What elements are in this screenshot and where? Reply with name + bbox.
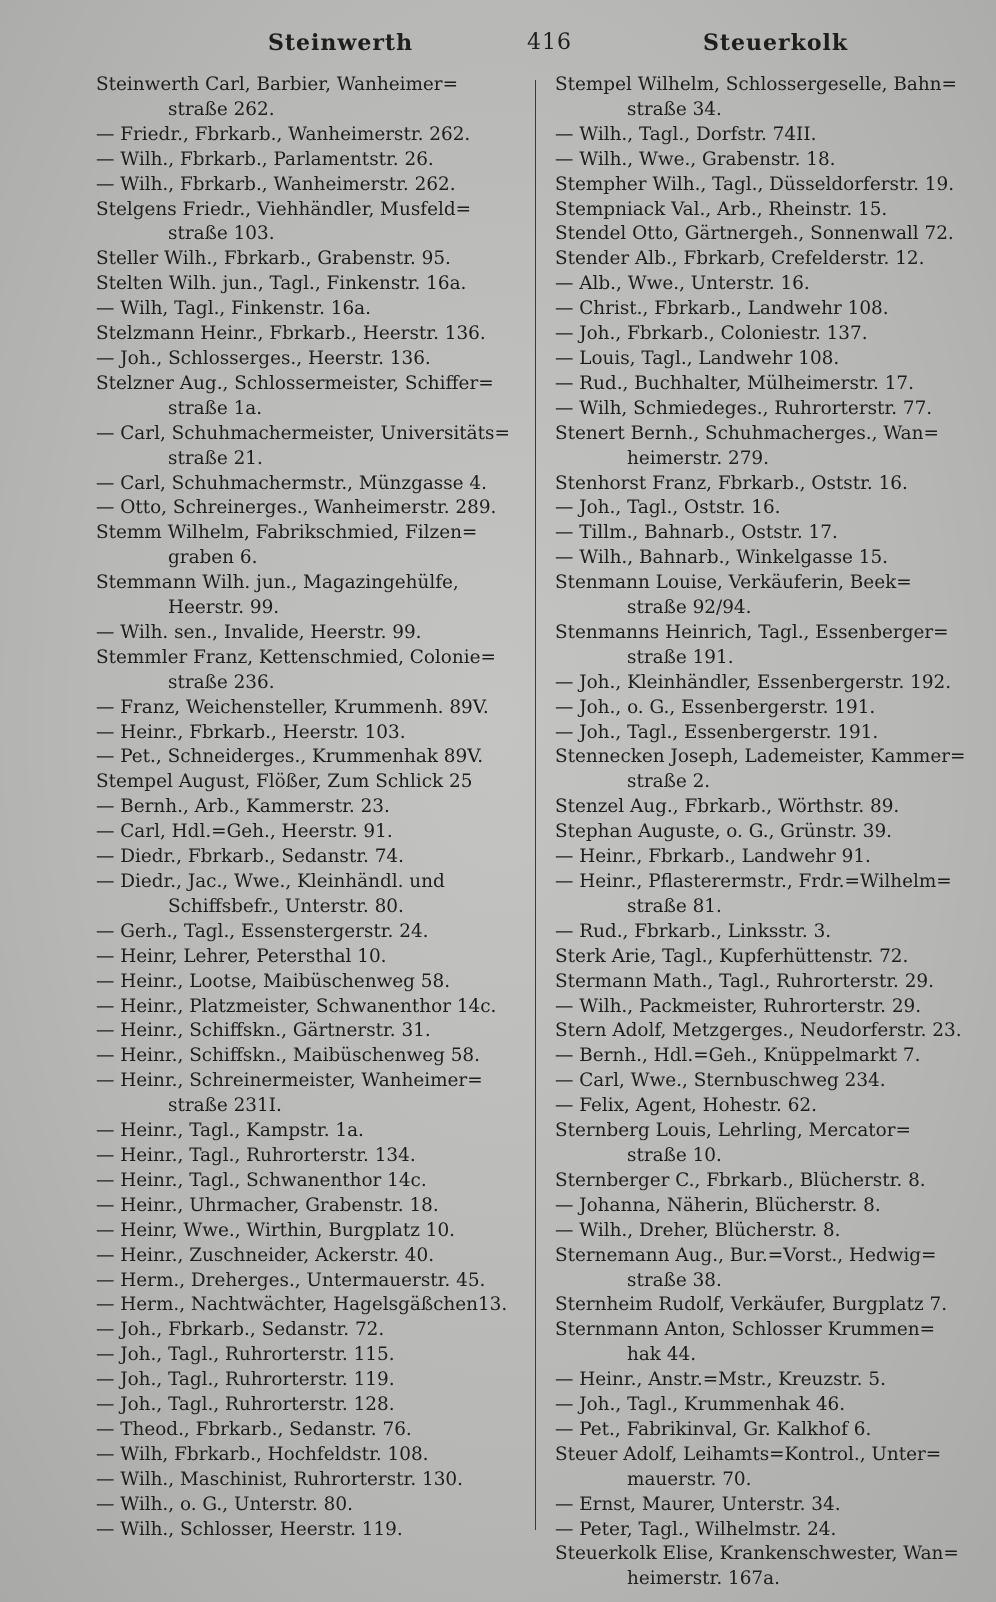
directory-entry-line: — Alb., Wwe., Unterstr. 16. — [555, 273, 810, 295]
directory-entry-line: — Heinr., Uhrmacher, Grabenstr. 18. — [96, 1194, 439, 1216]
directory-entry-line: — Wilh, Schmiedeges., Ruhrorterstr. 77. — [555, 397, 933, 419]
entry-continuation-line: straße 10. — [627, 1144, 722, 1166]
directory-entry-line: — Joh., Tagl., Essenbergerstr. 191. — [555, 721, 879, 743]
directory-entry-line: — Heinr., Platzmeister, Schwanenthor 14c. — [96, 995, 497, 1017]
directory-entry-line: — Heinr., Schiffskn., Maibüschenweg 58. — [96, 1045, 480, 1067]
directory-entry-line: Stenmann Louise, Verkäuferin, Beek= — [555, 572, 912, 594]
directory-entry-line: — Pet., Fabrikinval, Gr. Kalkhof 6. — [555, 1418, 872, 1440]
directory-entry-line: — Joh., Fbrkarb., Coloniestr. 137. — [555, 323, 868, 345]
directory-entry-line: — Wilh., Tagl., Dorfstr. 74II. — [555, 123, 817, 145]
directory-entry-line: Stermann Math., Tagl., Ruhrorterstr. 29. — [555, 970, 934, 992]
directory-entry-line: — Rud., Fbrkarb., Linksstr. 3. — [555, 920, 832, 942]
entry-continuation-line: Heerstr. 99. — [168, 597, 280, 619]
directory-entry-line: Stennecken Joseph, Lademeister, Kammer= — [555, 746, 966, 768]
directory-entry-line: Stemm Wilhelm, Fabrikschmied, Filzen= — [96, 522, 478, 544]
entry-continuation-line: mauerstr. 70. — [627, 1468, 752, 1490]
directory-entry-line: — Wilh., Dreher, Blücherstr. 8. — [555, 1219, 841, 1241]
directory-entry-line: Sternemann Aug., Bur.=Vorst., Hedwig= — [555, 1244, 937, 1266]
directory-entry-line: Stempniack Val., Arb., Rheinstr. 15. — [555, 198, 888, 220]
directory-entry-line: — Carl, Wwe., Sternbuschweg 234. — [555, 1070, 886, 1092]
directory-entry-line: — Felix, Agent, Hohestr. 62. — [555, 1095, 817, 1117]
right-column — [555, 73, 985, 1592]
entry-continuation-line: straße 1a. — [168, 397, 263, 419]
directory-entry-line: Stelten Wilh. jun., Tagl., Finkenstr. 16a. — [96, 273, 467, 295]
directory-entry-line: — Heinr., Schreinermeister, Wanheimer= — [96, 1070, 483, 1092]
directory-entry-line: Steuerkolk Elise, Krankenschwester, Wan= — [555, 1543, 959, 1565]
directory-entry-line: — Wilh, Fbrkarb., Hochfeldstr. 108. — [96, 1443, 429, 1465]
directory-entry-line: — Wilh., o. G., Unterstr. 80. — [96, 1493, 353, 1515]
directory-entry-line: — Heinr., Fbrkarb., Heerstr. 103. — [96, 721, 406, 743]
page-number: 416 — [527, 30, 572, 55]
directory-entry-line: Stenmanns Heinrich, Tagl., Essenberger= — [555, 621, 949, 643]
directory-entry-line: — Heinr, Wwe., Wirthin, Burgplatz 10. — [96, 1219, 456, 1241]
directory-entry-line: — Wilh., Wwe., Grabenstr. 18. — [555, 148, 836, 170]
directory-entry-line: Stern Adolf, Metzgerges., Neudorferstr. 23. — [555, 1020, 962, 1042]
directory-entry-line: — Wilh., Fbrkarb., Parlamentstr. 26. — [96, 148, 434, 170]
directory-entry-line: — Joh., Schlosserges., Heerstr. 136. — [96, 347, 431, 369]
directory-entry-line: — Carl, Hdl.=Geh., Heerstr. 91. — [96, 821, 393, 843]
directory-entry-line: Sternberg Louis, Lehrling, Mercator= — [555, 1120, 911, 1142]
directory-entry-line: — Carl, Schuhmachermeister, Universitäts= — [96, 422, 510, 444]
directory-entry-line: — Joh., Tagl., Ruhrorterstr. 128. — [96, 1394, 395, 1416]
directory-entry-line: Stephan Auguste, o. G., Grünstr. 39. — [555, 821, 893, 843]
directory-entry-line: — Wilh., Schlosser, Heerstr. 119. — [96, 1518, 403, 1540]
directory-entry-line: — Friedr., Fbrkarb., Wanheimerstr. 262. — [96, 123, 471, 145]
directory-entry-line: — Wilh., Bahnarb., Winkelgasse 15. — [555, 547, 888, 569]
directory-entry-line: — Tillm., Bahnarb., Oststr. 17. — [555, 522, 838, 544]
directory-entry-line: Stendel Otto, Gärtnergeh., Sonnenwall 72. — [555, 223, 954, 245]
directory-entry-line: — Heinr., Lootse, Maibüschenweg 58. — [96, 970, 451, 992]
directory-entry-line: — Wilh., Packmeister, Ruhrorterstr. 29. — [555, 995, 922, 1017]
directory-entry-line: — Joh., Tagl., Oststr. 16. — [555, 497, 781, 519]
directory-entry-line: — Joh., Tagl., Ruhrorterstr. 115. — [96, 1344, 395, 1366]
running-header — [0, 30, 996, 70]
entry-continuation-line: straße 2. — [627, 771, 711, 793]
directory-entry-line: — Joh., Fbrkarb., Sedanstr. 72. — [96, 1319, 385, 1341]
directory-entry-line: — Heinr., Tagl., Ruhrorterstr. 134. — [96, 1144, 416, 1166]
directory-entry-line: — Bernh., Hdl.=Geh., Knüppelmarkt 7. — [555, 1045, 921, 1067]
directory-entry-line: — Wilh. sen., Invalide, Heerstr. 99. — [96, 621, 422, 643]
entry-continuation-line: straße 81. — [627, 895, 722, 917]
directory-entry-line: — Heinr., Schiffskn., Gärtnerstr. 31. — [96, 1020, 431, 1042]
directory-entry-line: Sternberger C., Fbrkarb., Blücherstr. 8. — [555, 1169, 926, 1191]
entry-continuation-line: straße 236. — [168, 671, 275, 693]
entry-continuation-line: straße 92/94. — [627, 597, 752, 619]
directory-entry-line: Stempel August, Flößer, Zum Schlick 25 — [96, 771, 473, 793]
entry-continuation-line: straße 103. — [168, 223, 275, 245]
directory-entry-line: — Herm., Nachtwächter, Hagelsgäßchen13. — [96, 1294, 508, 1316]
directory-entry-line: — Louis, Tagl., Landwehr 108. — [555, 347, 840, 369]
directory-entry-line: Stelzmann Heinr., Fbrkarb., Heerstr. 136. — [96, 323, 486, 345]
directory-entry-line: Stemmler Franz, Kettenschmied, Colonie= — [96, 646, 496, 668]
directory-entry-line: — Wilh., Fbrkarb., Wanheimerstr. 262. — [96, 173, 456, 195]
directory-entry-line: — Wilh, Tagl., Finkenstr. 16a. — [96, 298, 371, 320]
directory-entry-line: — Johanna, Näherin, Blücherstr. 8. — [555, 1194, 881, 1216]
directory-entry-line: — Heinr., Zuschneider, Ackerstr. 40. — [96, 1244, 435, 1266]
entry-continuation-line: straße 231I. — [168, 1095, 282, 1117]
directory-entry-line: — Bernh., Arb., Kammerstr. 23. — [96, 796, 390, 818]
directory-entry-line: Steller Wilh., Fbrkarb., Grabenstr. 95. — [96, 248, 451, 270]
directory-entry-line: — Joh., Tagl., Krummenhak 46. — [555, 1394, 846, 1416]
directory-entry-line: Stenert Bernh., Schuhmacherges., Wan= — [555, 422, 939, 444]
directory-entry-line: — Diedr., Fbrkarb., Sedanstr. 74. — [96, 846, 404, 868]
directory-entry-line: Stemmann Wilh. jun., Magazingehülfe, — [96, 572, 459, 594]
directory-entry-line: — Pet., Schneiderges., Krummenhak 89V. — [96, 746, 484, 768]
entry-continuation-line: straße 191. — [627, 646, 734, 668]
entry-continuation-line: Schiffsbefr., Unterstr. 80. — [168, 895, 404, 917]
directory-entry-line: — Rud., Buchhalter, Mülheimerstr. 17. — [555, 372, 914, 394]
directory-entry-line: Stelzner Aug., Schlossermeister, Schiffer= — [96, 372, 494, 394]
directory-entry-line: — Heinr., Tagl., Schwanenthor 14c. — [96, 1169, 427, 1191]
directory-entry-line: Stenhorst Franz, Fbrkarb., Oststr. 16. — [555, 472, 908, 494]
directory-entry-line: Steuer Adolf, Leihamts=Kontrol., Unter= — [555, 1443, 942, 1465]
directory-entry-line: Steinwerth Carl, Barbier, Wanheimer= — [96, 74, 459, 95]
directory-entry-line: Stempel Wilhelm, Schlossergeselle, Bahn= — [555, 74, 957, 95]
directory-entry-line: — Joh., Tagl., Ruhrorterstr. 119. — [96, 1369, 395, 1391]
column-divider — [535, 80, 536, 1530]
directory-entry-line: — Heinr., Pflasterermstr., Frdr.=Wilhelm= — [555, 871, 952, 892]
header-last-entry: Steuerkolk — [703, 30, 849, 56]
directory-entry-line: Stenzel Aug., Fbrkarb., Wörthstr. 89. — [555, 796, 900, 818]
directory-entry-line: — Heinr., Anstr.=Mstr., Kreuzstr. 5. — [555, 1369, 886, 1391]
directory-entry-line: — Heinr, Lehrer, Petersthal 10. — [96, 945, 387, 967]
directory-entry-line: Stelgens Friedr., Viehhändler, Musfeld= — [96, 198, 472, 220]
directory-entry-line: — Christ., Fbrkarb., Landwehr 108. — [555, 298, 889, 320]
entry-continuation-line: straße 34. — [627, 98, 722, 120]
entry-continuation-line: straße 38. — [627, 1269, 722, 1291]
directory-entry-line: Sternmann Anton, Schlosser Krummen= — [555, 1319, 936, 1341]
entry-continuation-line: hak 44. — [627, 1344, 697, 1366]
directory-entry-line: — Wilh., Maschinist, Ruhrorterstr. 130. — [96, 1468, 463, 1490]
entry-continuation-line: heimerstr. 279. — [627, 447, 769, 469]
directory-entry-line: — Theod., Fbrkarb., Sedanstr. 76. — [96, 1418, 412, 1440]
directory-entry-line: — Carl, Schuhmachermstr., Münzgasse 4. — [96, 472, 487, 494]
directory-entry-line: Stempher Wilh., Tagl., Düsseldorferstr. 19. — [555, 173, 955, 195]
directory-entry-line: — Joh., o. G., Essenbergerstr. 191. — [555, 696, 876, 718]
directory-entry-line: — Ernst, Maurer, Unterstr. 34. — [555, 1493, 841, 1515]
directory-entry-line: — Peter, Tagl., Wilhelmstr. 24. — [555, 1518, 837, 1540]
directory-entry-line: — Gerh., Tagl., Essenstergerstr. 24. — [96, 920, 429, 942]
directory-entry-line: — Diedr., Jac., Wwe., Kleinhändl. und — [96, 871, 445, 892]
directory-entry-line: — Heinr., Fbrkarb., Landwehr 91. — [555, 846, 871, 868]
directory-entry-line: Sternheim Rudolf, Verkäufer, Burgplatz 7. — [555, 1294, 948, 1316]
directory-entry-line: — Franz, Weichensteller, Krummenh. 89V. — [96, 696, 489, 718]
entry-continuation-line: straße 262. — [168, 98, 275, 120]
entry-continuation-line: heimerstr. 167a. — [627, 1568, 780, 1590]
entry-continuation-line: graben 6. — [168, 547, 258, 569]
header-first-entry: Steinwerth — [268, 30, 414, 56]
directory-entry-line: — Heinr., Tagl., Kampstr. 1a. — [96, 1120, 364, 1142]
left-column — [96, 73, 528, 1542]
directory-entry-line: — Otto, Schreinerges., Wanheimerstr. 289. — [96, 497, 497, 519]
directory-entry-line: — Herm., Dreherges., Untermauerstr. 45. — [96, 1269, 486, 1291]
directory-entry-line: Stender Alb., Fbrkarb, Crefelderstr. 12. — [555, 248, 925, 270]
directory-entry-line: Sterk Arie, Tagl., Kupferhüttenstr. 72. — [555, 945, 909, 967]
entry-continuation-line: straße 21. — [168, 447, 263, 469]
directory-entry-line: — Joh., Kleinhändler, Essenbergerstr. 192. — [555, 671, 952, 693]
